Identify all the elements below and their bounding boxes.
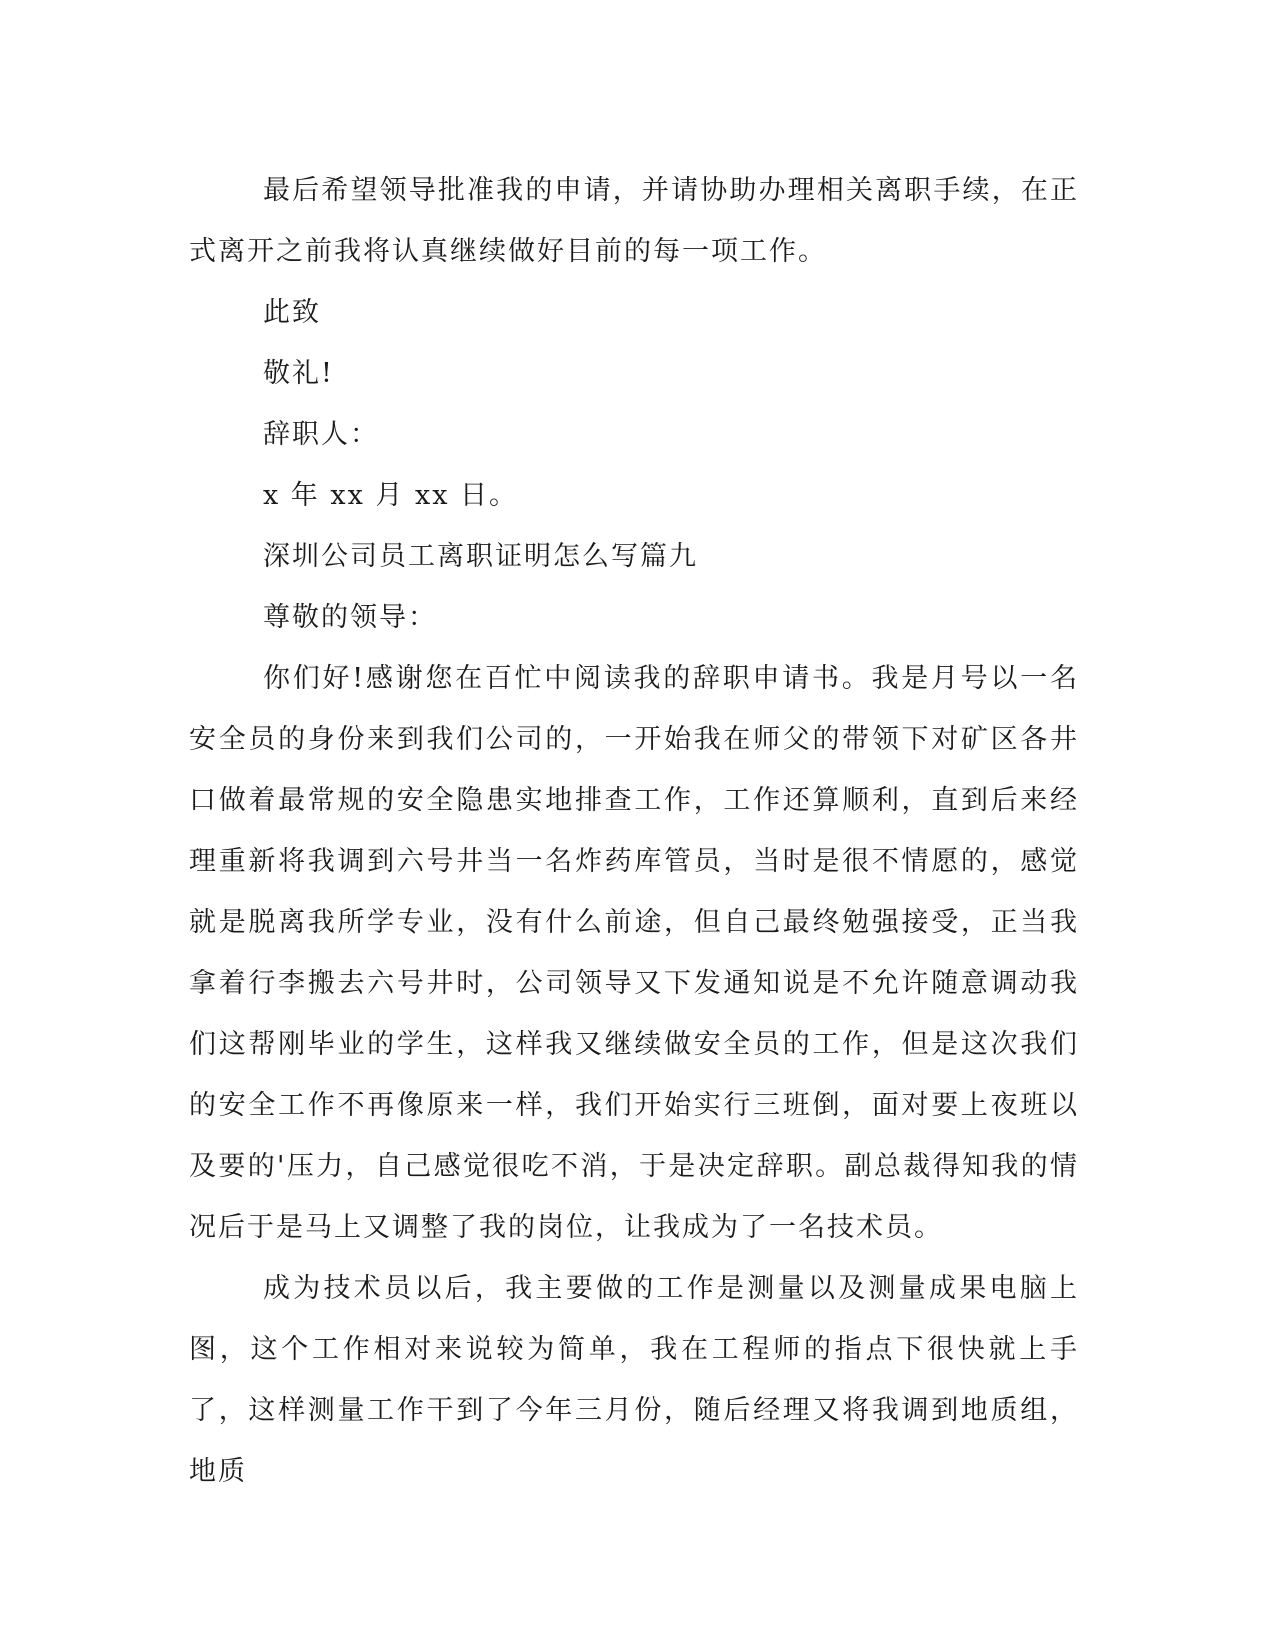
closing-paragraph: 最后希望领导批准我的申请，并请协助办理相关离职手续，在正式离开之前我将认真继续做好目前的每一项工作。 — [189, 175, 1079, 267]
body-paragraph: 成为技术员以后，我主要做的工作是测量以及测量成果电脑上图，这个工作相对来说较为简单，我在工程师的指点下很快就上手了，这样测量工作干到了今年三月份，随后经理又将我调到地质组，地质 — [189, 1273, 1079, 1487]
salutation-cizhi: 此致 — [263, 297, 321, 328]
greeting: 尊敬的领导： — [263, 602, 437, 633]
section-heading: 深圳公司员工离职证明怎么写篇九 — [263, 541, 698, 572]
date-line: x 年 xx 月 xx 日。 — [263, 480, 519, 511]
salutation-jingli: 敬礼! — [263, 358, 334, 389]
document-body — [189, 160, 1079, 1502]
signer-label: 辞职人： — [263, 419, 379, 450]
body-paragraph: 你们好!感谢您在百忙中阅读我的辞职申请书。我是月号以一名安全员的身份来到我们公司的，一开始我在师父的带领下对矿区各井口做着最常规的安全隐患实地排查工作，工作还算顺利，直到后来经理重新将我调到六号井当一名炸药库管员，当时是很不情愿的，感觉就是脱离我所学专业，没有什么前途，但自己最终勉强接受，正当我拿着行李搬去六号井时，公司领导又下发通知说是不允许随意调动我们这帮刚毕业的学生，这样我又继续做安全员的工作，但是这次我们的安全工作不再像原来一样，我们开始实行三班倒，面对要上夜班以及要的'压力，自己感觉很吃不消，于是决定辞职。副总裁得知我的情况后于是马上又调整了我的岗位，让我成为了一名技术员。 — [189, 663, 1079, 1243]
